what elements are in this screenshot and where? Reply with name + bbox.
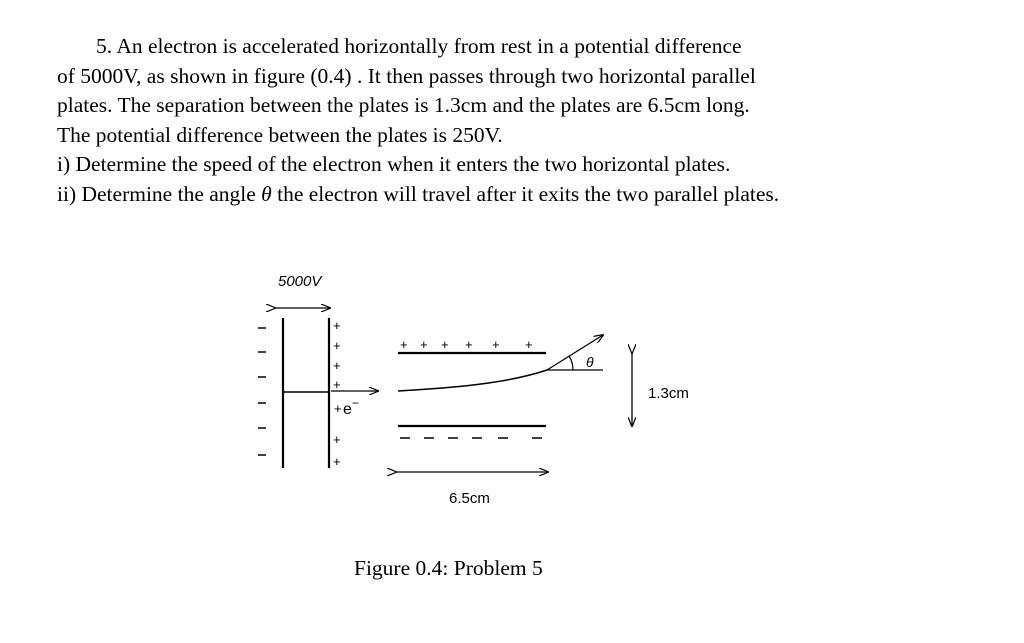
svg-text:+: + (465, 337, 473, 352)
problem-part-i: i) Determine the speed of the electron when it enters the two horizontal plates. (57, 152, 731, 177)
svg-text:+: + (333, 318, 341, 333)
problem-part-ii: ii) Determine the angle θ the electron will travel after it exits the two parallel plates. (57, 181, 780, 206)
electron-label: e− (343, 396, 359, 418)
angle-symbol: θ (586, 354, 594, 370)
svg-text:+: + (333, 454, 341, 469)
positive-plate (329, 318, 342, 469)
exit-arrow (547, 335, 603, 370)
svg-text:+: + (492, 337, 500, 352)
separation-label: 1.3cm (648, 385, 689, 402)
figure-caption: Figure 0.4: Problem 5 (354, 556, 543, 580)
svg-text:+: + (441, 337, 449, 352)
svg-text:+: + (525, 337, 533, 352)
svg-text:+: + (333, 338, 341, 353)
svg-text:+: + (333, 377, 341, 392)
svg-text:+: + (333, 432, 341, 447)
bottom-deflection-plate (398, 426, 546, 438)
svg-text:+: + (400, 337, 408, 352)
problem-line-3: plates. The separation between the plates is 1.3cm and the plates are 6.5cm long. (57, 93, 750, 118)
problem-line-4: The potential difference between the plates is 250V. (57, 122, 503, 147)
electron-trajectory (398, 370, 547, 391)
svg-text:+: + (334, 401, 342, 416)
svg-text:+: + (333, 358, 341, 373)
problem-line-1: 5. An electron is accelerated horizontally from rest in a potential difference (96, 34, 742, 58)
negative-plate (258, 318, 283, 468)
problem-number: 5. (96, 34, 113, 58)
top-deflection-plate (398, 337, 546, 353)
voltage-label: 5000V (278, 273, 322, 290)
theta-symbol: θ (261, 181, 272, 206)
svg-text:+: + (420, 337, 428, 352)
angle-arc (569, 356, 573, 370)
length-label: 6.5cm (449, 490, 490, 507)
problem-line-2: of 5000V, as shown in figure (0.4) . It then passes through two horizontal parallel (57, 63, 756, 88)
